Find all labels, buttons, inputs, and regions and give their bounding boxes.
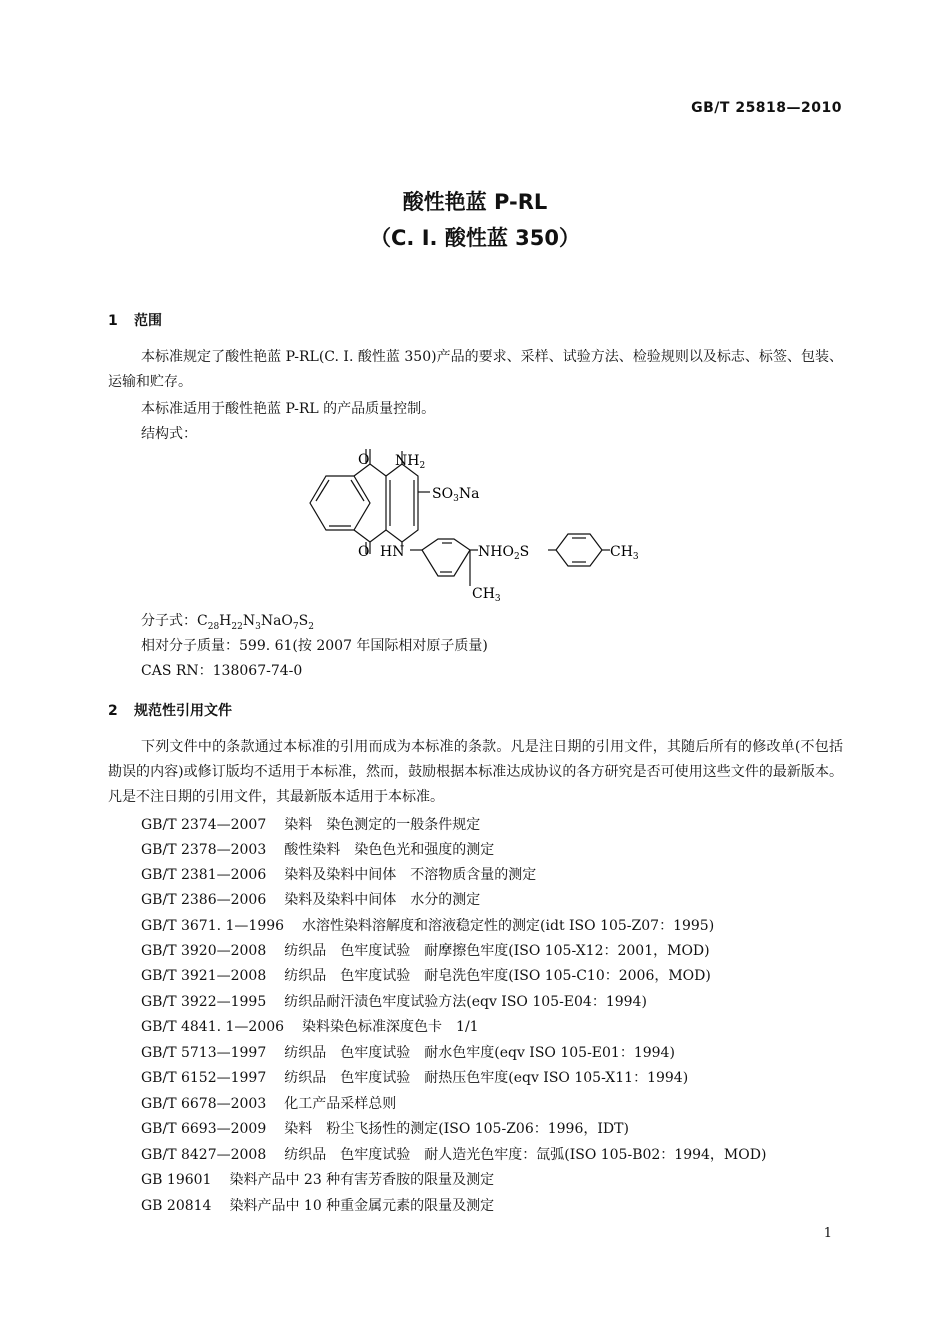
reference-item: GB/T 3671. 1—1996 水溶性染料溶解度和溶液稳定性的测定(idt ISO 105-Z07：1995) bbox=[141, 918, 715, 934]
reference-item: GB/T 6152—1997 纺织品 色牢度试验 耐热压色牢度(eqv ISO 105-X11：1994) bbox=[141, 1070, 689, 1086]
standard-number: GB/T 25818—2010 bbox=[691, 100, 842, 116]
scope-applicability: 本标准适用于酸性艳蓝 P-RL 的产品质量控制。 bbox=[141, 401, 436, 417]
section-1-heading bbox=[108, 310, 162, 330]
normative-references-paragraph: 下列文件中的条款通过本标准的引用而成为本标准的条款。凡是注日期的引用文件，其随后所有的修改单(不包括勘误的内容)或修订版均不适用于本标准，然而，鼓励根据本标准达成协议的各方研究是否可使用这些文件的最新版本。凡是不注日期的引用文件，其最新版本适用于本标准。 bbox=[108, 739, 843, 805]
section-number: 1 bbox=[108, 313, 118, 329]
reference-item: GB/T 3920—2008 纺织品 色牢度试验 耐摩擦色牢度(ISO 105-X12：2001，MOD) bbox=[141, 943, 710, 959]
reference-item: GB 19601 染料产品中 23 种有害芳香胺的限量及测定 bbox=[141, 1172, 495, 1188]
reference-item: GB/T 2386—2006 染料及染料中间体 水分的测定 bbox=[141, 892, 481, 908]
methyl-right-label: $CH_3$ bbox=[610, 544, 639, 562]
oxygen-bottom-label: O bbox=[358, 544, 370, 560]
cas-number: CAS RN：138067-74-0 bbox=[141, 663, 303, 679]
reference-item: GB/T 3922—1995 纺织品耐汗渍色牢度试验方法(eqv ISO 105-E04：1994) bbox=[141, 994, 647, 1010]
reference-item: GB/T 4841. 1—2006 染料染色标准深度色卡 1/1 bbox=[141, 1019, 479, 1035]
reference-item: GB/T 3921—2008 纺织品 色牢度试验 耐皂洗色牢度(ISO 105-C10：2006，MOD) bbox=[141, 968, 711, 984]
sulfonamide-label: $NHO_2S$ bbox=[478, 544, 530, 562]
reference-item: GB/T 2381—2006 染料及染料中间体 不溶物质含量的测定 bbox=[141, 867, 537, 883]
reference-item: GB/T 8427—2008 纺织品 色牢度试验 耐人造光色牢度：氙弧(ISO 105-B02：1994，MOD) bbox=[141, 1147, 767, 1163]
section-2-heading bbox=[108, 700, 232, 720]
molecular-mass: 相对分子质量：599. 61(按 2007 年国际相对原子质量) bbox=[141, 638, 488, 654]
section-title: 范围 bbox=[134, 313, 162, 329]
document-subtitle: （C. I. 酸性蓝 350） bbox=[370, 226, 580, 250]
section-title: 规范性引用文件 bbox=[134, 703, 232, 719]
reference-item: GB/T 6693—2009 染料 粉尘飞扬性的测定(ISO 105-Z06：1996，IDT) bbox=[141, 1121, 629, 1137]
reference-item: GB/T 6678—2003 化工产品采样总则 bbox=[141, 1096, 397, 1112]
page-number: 1 bbox=[823, 1226, 832, 1241]
structural-formula bbox=[300, 446, 660, 606]
sulfonate-label: $SO_3Na$ bbox=[432, 486, 480, 504]
reference-item: GB/T 2374—2007 染料 染色测定的一般条件规定 bbox=[141, 817, 481, 833]
scope-paragraph: 本标准规定了酸性艳蓝 P-RL(C. I. 酸性蓝 350)产品的要求、采样、试验方法、检验规则以及标志、标签、包装、运输和贮存。 bbox=[108, 349, 843, 390]
section-number: 2 bbox=[108, 703, 118, 719]
structure-label: 结构式： bbox=[141, 426, 197, 442]
imino-label: HN bbox=[380, 544, 405, 560]
reference-item: GB/T 2378—2003 酸性染料 染色色光和强度的测定 bbox=[141, 842, 495, 858]
oxygen-top-label: O bbox=[358, 452, 370, 468]
document-title: 酸性艳蓝 P-RL bbox=[402, 190, 548, 214]
amino-label: $NH_2$ bbox=[395, 453, 426, 471]
reference-item: GB 20814 染料产品中 10 种重金属元素的限量及测定 bbox=[141, 1198, 495, 1214]
reference-item: GB/T 5713—1997 纺织品 色牢度试验 耐水色牢度(eqv ISO 105-E01：1994) bbox=[141, 1045, 675, 1061]
molecular-formula: 分子式：$C_{28}H_{22}N_3NaO_7S_2$ bbox=[141, 613, 314, 632]
methyl-bottom-label: $CH_3$ bbox=[472, 586, 501, 604]
